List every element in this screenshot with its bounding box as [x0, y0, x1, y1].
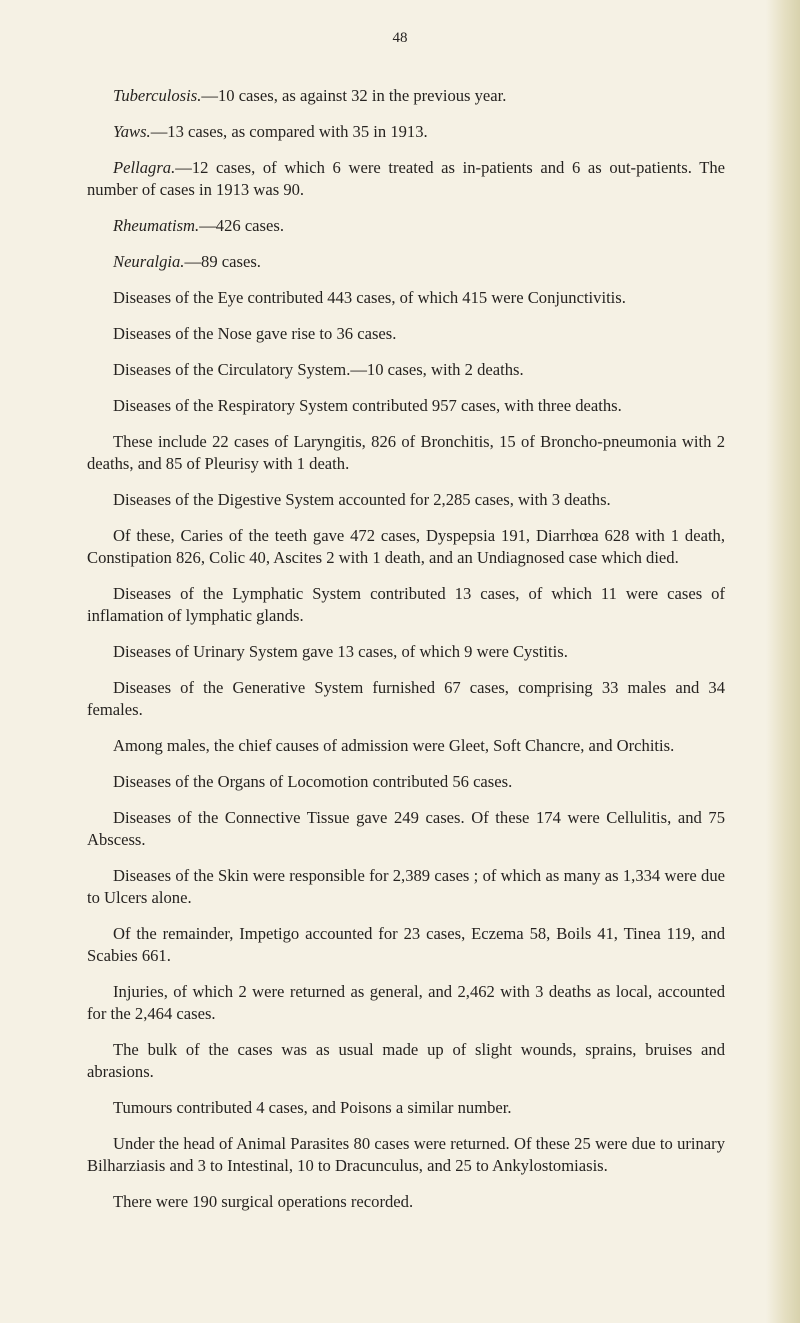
disease-term: Yaws. — [113, 122, 151, 141]
disease-term: Pellagra. — [113, 158, 176, 177]
page-number: 48 — [392, 30, 408, 46]
paragraph-circulatory: Diseases of the Circulatory System.—10 cases, with 2 deaths. — [113, 360, 524, 379]
paragraph-yaws — [87, 121, 725, 143]
paragraph-pellagra — [87, 157, 725, 201]
paragraph-rheumatism — [87, 215, 725, 237]
paragraph-text: —10 cases, as against 32 in the previous year. — [201, 86, 507, 105]
paragraph-skin-detail: Of the remainder, Impetigo accounted for 23 cases, Eczema 58, Boils 41, Tinea 119, and Scabies 661. — [87, 924, 725, 965]
paragraph-eye: Diseases of the Eye contributed 443 cases, of which 415 were Conjunctivitis. — [113, 288, 626, 307]
paragraph-generative: Diseases of the Generative System furnished 67 cases, comprising 33 males and 34 females. — [87, 678, 725, 719]
disease-term: Tuberculosis. — [113, 86, 202, 105]
paragraph-injuries-detail: The bulk of the cases was as usual made up of slight wounds, sprains, bruises and abrasions. — [87, 1040, 725, 1081]
paragraph-digestive-detail: Of these, Caries of the teeth gave 472 cases, Dyspepsia 191, Diarrhœa 628 with 1 death, Constipation 826, Colic 40, Ascites 2 with 1 death, and an Undiagnosed case which died. — [87, 526, 725, 567]
paragraph-locomotion: Diseases of the Organs of Locomotion contributed 56 cases. — [113, 772, 513, 791]
paragraph-urinary: Diseases of Urinary System gave 13 cases, of which 9 were Cystitis. — [113, 642, 568, 661]
paragraph-injuries: Injuries, of which 2 were returned as general, and 2,462 with 3 deaths as local, accounted for the 2,464 cases. — [87, 982, 725, 1023]
paragraph-neuralgia — [87, 251, 725, 273]
paragraph-connective-tissue: Diseases of the Connective Tissue gave 249 cases. Of these 174 were Cellulitis, and 75 Abscess. — [87, 808, 725, 849]
disease-term: Neuralgia. — [113, 252, 185, 271]
paragraph-skin: Diseases of the Skin were responsible for 2,389 cases ; of which as many as 1,334 were due to Ulcers alone. — [87, 866, 725, 907]
report-body — [87, 85, 725, 1227]
paragraph-respiratory: Diseases of the Respiratory System contributed 957 cases, with three deaths. — [113, 396, 622, 415]
paragraph-text: —13 cases, as compared with 35 in 1913. — [150, 122, 428, 141]
paragraph-digestive: Diseases of the Digestive System accounted for 2,285 cases, with 3 deaths. — [113, 490, 611, 509]
paragraph-text: —12 cases, of which 6 were treated as in-patients and 6 as out-patients. The number of cases in 1913 was 90. — [87, 158, 725, 199]
paragraph-text: —89 cases. — [184, 252, 261, 271]
paragraph-tumours: Tumours contributed 4 cases, and Poisons a similar number. — [113, 1098, 512, 1117]
paragraph-operations: There were 190 surgical operations recorded. — [113, 1192, 414, 1211]
paragraph-parasites: Under the head of Animal Parasites 80 cases were returned. Of these 25 were due to urinary Bilharziasis and 3 to Intestinal, 10 to Dracunculus, and 25 to Ankylostomiasis. — [87, 1134, 725, 1175]
paragraph-respiratory-detail: These include 22 cases of Laryngitis, 826 of Bronchitis, 15 of Broncho-pneumonia with 2 deaths, and 85 of Pleurisy with 1 death. — [87, 432, 725, 473]
paragraph-tuberculosis — [87, 85, 725, 107]
disease-term: Rheumatism. — [113, 216, 200, 235]
paragraph-text: —426 cases. — [199, 216, 284, 235]
paragraph-generative-detail: Among males, the chief causes of admission were Gleet, Soft Chancre, and Orchitis. — [113, 736, 675, 755]
paragraph-lymphatic: Diseases of the Lymphatic System contributed 13 cases, of which 11 were cases of inflamation of lymphatic glands. — [87, 584, 725, 625]
paragraph-nose: Diseases of the Nose gave rise to 36 cases. — [113, 324, 397, 343]
page-edge-shadow — [766, 0, 800, 1323]
